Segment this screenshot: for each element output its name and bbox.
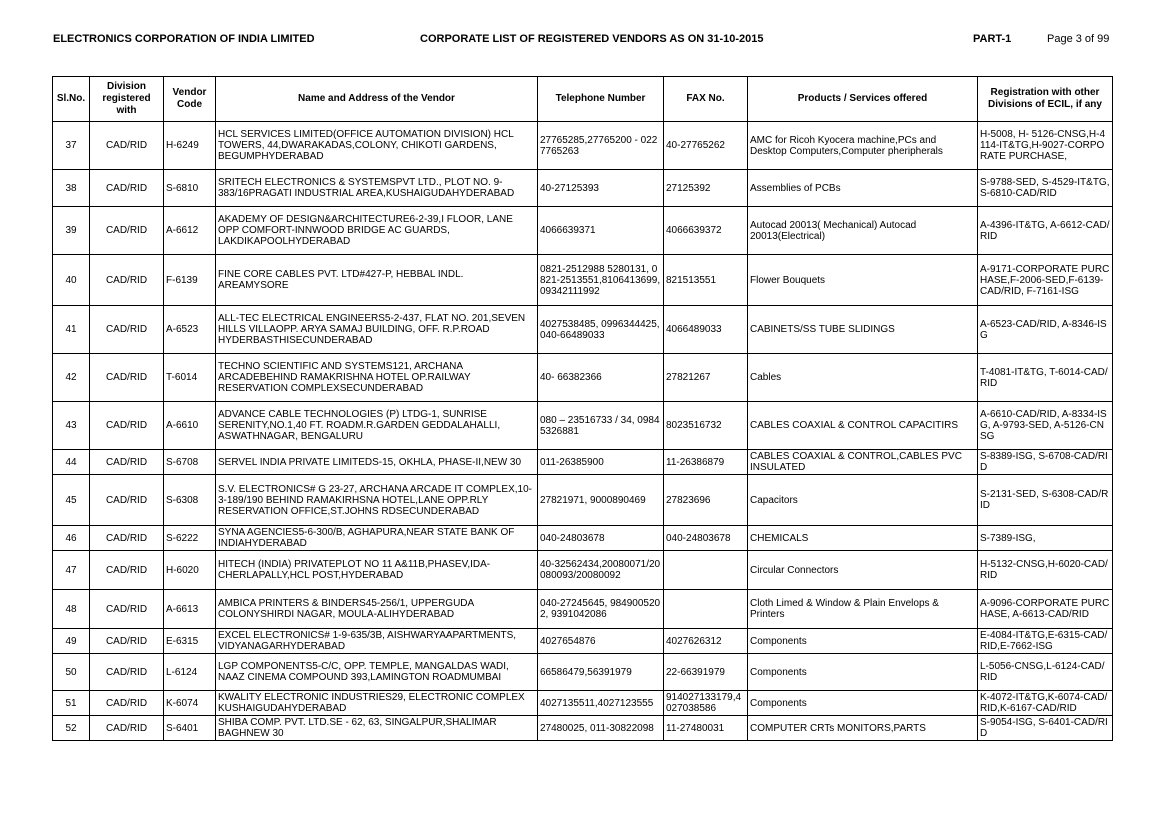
cell-products: CABLES COAXIAL & CONTROL CAPACITIRS (748, 402, 978, 450)
table-row (53, 306, 1113, 354)
cell-fax: 27823696 (664, 475, 748, 526)
table-row (53, 629, 1113, 654)
table-row (53, 122, 1113, 170)
cell-registration: A-9096-CORPORATE PURCHASE, A-6613-CAD/RID (978, 590, 1113, 629)
cell-division: CAD/RID (90, 526, 164, 551)
cell-division: CAD/RID (90, 170, 164, 207)
cell-telephone: 40-32562434,20080071/20080093/20080092 (538, 551, 664, 590)
col-header-telephone: Telephone Number (538, 77, 664, 122)
cell-telephone: 27480025, 011-30822098 (538, 716, 664, 741)
table-row (53, 691, 1113, 716)
col-header-division: Division registered with (90, 77, 164, 122)
cell-vendor-code: H-6020 (164, 551, 216, 590)
cell-vendor-code: L-6124 (164, 654, 216, 691)
cell-telephone: 080 – 23516733 / 34, 09845326881 (538, 402, 664, 450)
cell-vendor-code: A-6612 (164, 207, 216, 255)
cell-vendor-code: K-6074 (164, 691, 216, 716)
cell-telephone: 27821971, 9000890469 (538, 475, 664, 526)
table-row (53, 551, 1113, 590)
cell-registration: S-7389-ISG, (978, 526, 1113, 551)
cell-fax: 27821267 (664, 354, 748, 402)
table-header-row (53, 77, 1113, 122)
cell-telephone: 040-24803678 (538, 526, 664, 551)
table-row (53, 590, 1113, 629)
cell-registration: H-5132-CNSG,H-6020-CAD/RID (978, 551, 1113, 590)
cell-telephone: 011-26385900 (538, 450, 664, 475)
cell-products: CABINETS/SS TUBE SLIDINGS (748, 306, 978, 354)
cell-name-address: ALL-TEC ELECTRICAL ENGINEERS5-2-437, FLAT NO. 201,SEVEN HILLS VILLAOPP. ARYA SAMAJ BUILDING, OFF. R.P.ROAD HYDERBASTHISECUNDERABAD (216, 306, 538, 354)
page-number: Page 3 of 99 (1047, 33, 1110, 45)
cell-products: AMC for Ricoh Kyocera machine,PCs and Desktop Computers,Computer pheripherals (748, 122, 978, 170)
cell-products: Autocad 20013( Mechanical) Autocad 20013(Electrical) (748, 207, 978, 255)
cell-registration: A-4396-IT&TG, A-6612-CAD/RID (978, 207, 1113, 255)
cell-division: CAD/RID (90, 207, 164, 255)
cell-name-address: TECHNO SCIENTIFIC AND SYSTEMS121, ARCHANA ARCADEBEHIND RAMAKRISHNA HOTEL OP.RAILWAY RESERVATION COMPLEXSECUNDERABAD (216, 354, 538, 402)
table-row (53, 402, 1113, 450)
cell-slno: 39 (53, 207, 90, 255)
cell-slno: 51 (53, 691, 90, 716)
cell-vendor-code: A-6613 (164, 590, 216, 629)
cell-division: CAD/RID (90, 629, 164, 654)
cell-registration: S-2131-SED, S-6308-CAD/RID (978, 475, 1113, 526)
table-row (53, 354, 1113, 402)
cell-fax: 22-66391979 (664, 654, 748, 691)
cell-products: Components (748, 654, 978, 691)
cell-registration: A-9171-CORPORATE PURCHASE,F-2006-SED,F-6139-CAD/RID, F-7161-ISG (978, 255, 1113, 306)
cell-fax: 8023516732 (664, 402, 748, 450)
cell-products: COMPUTER CRTs MONITORS,PARTS (748, 716, 978, 741)
cell-division: CAD/RID (90, 450, 164, 475)
cell-division: CAD/RID (90, 402, 164, 450)
cell-slno: 42 (53, 354, 90, 402)
cell-vendor-code: S-6401 (164, 716, 216, 741)
table-row (53, 170, 1113, 207)
cell-products: CHEMICALS (748, 526, 978, 551)
cell-registration: L-5056-CNSG,L-6124-CAD/RID (978, 654, 1113, 691)
cell-division: CAD/RID (90, 354, 164, 402)
cell-slno: 46 (53, 526, 90, 551)
table-row (53, 654, 1113, 691)
cell-name-address: HITECH (INDIA) PRIVATEPLOT NO 11 A&11B,PHASEV,IDA-CHERLAPALLY,HCL POST,HYDERABAD (216, 551, 538, 590)
cell-telephone: 4027538485, 0996344425, 040-66489033 (538, 306, 664, 354)
company-name: ELECTRONICS CORPORATION OF INDIA LIMITED (53, 33, 315, 45)
cell-fax: 11-27480031 (664, 716, 748, 741)
cell-fax: 914027133179,4027038586 (664, 691, 748, 716)
cell-fax: 040-24803678 (664, 526, 748, 551)
cell-registration: S-9054-ISG, S-6401-CAD/RID (978, 716, 1113, 741)
cell-name-address: LGP COMPONENTS5-C/C, OPP. TEMPLE, MANGALDAS WADI, NAAZ CINEMA COMPOUND 393,LAMINGTON ROADMUMBAI (216, 654, 538, 691)
cell-telephone: 40-27125393 (538, 170, 664, 207)
cell-registration: E-4084-IT&TG,E-6315-CAD/RID,E-7662-ISG (978, 629, 1113, 654)
cell-name-address: S.V. ELECTRONICS# G 23-27, ARCHANA ARCADE IT COMPLEX,10-3-189/190 BEHIND RAMAKIRHSNA HOTEL,LANE OPP.RLY RESERVATION OFFICE,ST.JOHNS RDSECUNDERABAD (216, 475, 538, 526)
cell-products: Cloth Limed & Window & Plain Envelops & Printers (748, 590, 978, 629)
cell-products: CABLES COAXIAL & CONTROL,CABLES PVC INSULATED (748, 450, 978, 475)
cell-division: CAD/RID (90, 590, 164, 629)
col-header-slno: Sl.No. (53, 77, 90, 122)
cell-telephone: 40- 66382366 (538, 354, 664, 402)
cell-slno: 50 (53, 654, 90, 691)
cell-telephone: 040-27245645, 9849005202, 9391042086 (538, 590, 664, 629)
cell-vendor-code: T-6014 (164, 354, 216, 402)
cell-slno: 45 (53, 475, 90, 526)
table-row (53, 475, 1113, 526)
cell-telephone: 4066639371 (538, 207, 664, 255)
vendor-table (52, 76, 1113, 741)
cell-division: CAD/RID (90, 716, 164, 741)
cell-vendor-code: S-6308 (164, 475, 216, 526)
cell-vendor-code: S-6222 (164, 526, 216, 551)
cell-vendor-code: H-6249 (164, 122, 216, 170)
table-row (53, 716, 1113, 741)
cell-registration: T-4081-IT&TG, T-6014-CAD/RID (978, 354, 1113, 402)
cell-products: Assemblies of PCBs (748, 170, 978, 207)
cell-vendor-code: A-6610 (164, 402, 216, 450)
cell-vendor-code: A-6523 (164, 306, 216, 354)
cell-name-address: EXCEL ELECTRONICS# 1-9-635/3B, AISHWARYAAPARTMENTS, VIDYANAGARHYDERABAD (216, 629, 538, 654)
col-header-name-address: Name and Address of the Vendor (216, 77, 538, 122)
cell-registration: H-5008, H- 5126-CNSG,H-4114-IT&TG,H-9027-CORPORATE PURCHASE, (978, 122, 1113, 170)
cell-division: CAD/RID (90, 691, 164, 716)
cell-division: CAD/RID (90, 475, 164, 526)
col-header-vendor-code: Vendor Code (164, 77, 216, 122)
cell-slno: 48 (53, 590, 90, 629)
cell-division: CAD/RID (90, 654, 164, 691)
cell-telephone: 0821-2512988 5280131, 0821-2513551,8106413699, 09342111992 (538, 255, 664, 306)
cell-slno: 49 (53, 629, 90, 654)
cell-telephone: 27765285,27765200 - 0227765263 (538, 122, 664, 170)
cell-name-address: SRITECH ELECTRONICS & SYSTEMSPVT LTD., PLOT NO. 9-383/16PRAGATI INDUSTRIAL AREA,KUSHAIGUDAHYDERABAD (216, 170, 538, 207)
cell-products: Cables (748, 354, 978, 402)
cell-vendor-code: S-6810 (164, 170, 216, 207)
cell-registration: K-4072-IT&TG,K-6074-CAD/RID,K-6167-CAD/RID (978, 691, 1113, 716)
cell-registration: A-6523-CAD/RID, A-8346-ISG (978, 306, 1113, 354)
cell-fax: 821513551 (664, 255, 748, 306)
cell-slno: 44 (53, 450, 90, 475)
col-header-fax: FAX No. (664, 77, 748, 122)
cell-slno: 38 (53, 170, 90, 207)
cell-telephone: 4027654876 (538, 629, 664, 654)
table-row (53, 255, 1113, 306)
cell-telephone: 66586479,56391979 (538, 654, 664, 691)
cell-products: Circular Connectors (748, 551, 978, 590)
cell-fax: 27125392 (664, 170, 748, 207)
cell-registration: A-6610-CAD/RID, A-8334-ISG, A-9793-SED, A-5126-CNSG (978, 402, 1113, 450)
cell-name-address: SHIBA COMP. PVT. LTD.SE - 62, 63, SINGALPUR,SHALIMAR BAGHNEW 30 (216, 716, 538, 741)
cell-fax: 4027626312 (664, 629, 748, 654)
cell-telephone: 4027135511,4027123555 (538, 691, 664, 716)
table-row (53, 207, 1113, 255)
cell-division: CAD/RID (90, 306, 164, 354)
cell-slno: 37 (53, 122, 90, 170)
col-header-registration: Registration with other Divisions of ECIL, if any (978, 77, 1113, 122)
cell-name-address: AKADEMY OF DESIGN&ARCHITECTURE6-2-39,I FLOOR, LANE OPP COMFORT-INNWOOD BRIDGE AC GUARDS, LAKDIKAPOOLHYDERABAD (216, 207, 538, 255)
cell-division: CAD/RID (90, 255, 164, 306)
cell-fax: 40-27765262 (664, 122, 748, 170)
cell-vendor-code: F-6139 (164, 255, 216, 306)
cell-registration: S-9788-SED, S-4529-IT&TG, S-6810-CAD/RID (978, 170, 1113, 207)
cell-fax: 11-26386879 (664, 450, 748, 475)
cell-name-address: HCL SERVICES LIMITED(OFFICE AUTOMATION DIVISION) HCL TOWERS, 44,DWARAKADAS,COLONY, CHIKOTI GARDENS, BEGUMPHYDERABAD (216, 122, 538, 170)
cell-products: Components (748, 691, 978, 716)
cell-registration: S-8389-ISG, S-6708-CAD/RID (978, 450, 1113, 475)
cell-division: CAD/RID (90, 551, 164, 590)
col-header-products: Products / Services offered (748, 77, 978, 122)
cell-products: Flower Bouquets (748, 255, 978, 306)
cell-slno: 40 (53, 255, 90, 306)
cell-fax: 4066639372 (664, 207, 748, 255)
cell-vendor-code: E-6315 (164, 629, 216, 654)
table-row (53, 526, 1113, 551)
cell-fax (664, 551, 748, 590)
cell-name-address: AMBICA PRINTERS & BINDERS45-256/1, UPPERGUDA COLONYSHIRDI NAGAR, MOULA-ALIHYDERABAD (216, 590, 538, 629)
cell-fax: 4066489033 (664, 306, 748, 354)
part-label: PART-1 (973, 33, 1012, 45)
cell-name-address: SERVEL INDIA PRIVATE LIMITEDS-15, OKHLA, PHASE-II,NEW 30 (216, 450, 538, 475)
cell-name-address: SYNA AGENCIES5-6-300/B, AGHAPURA,NEAR STATE BANK OF INDIAHYDERABAD (216, 526, 538, 551)
cell-fax (664, 590, 748, 629)
cell-products: Components (748, 629, 978, 654)
cell-name-address: ADVANCE CABLE TECHNOLOGIES (P) LTDG-1, SUNRISE SERENITY,NO.1,40 FT. ROADM.R.GARDEN GEDDALAHALLI, ASWATHNAGAR, BENGALURU (216, 402, 538, 450)
cell-vendor-code: S-6708 (164, 450, 216, 475)
cell-name-address: KWALITY ELECTRONIC INDUSTRIES29, ELECTRONIC COMPLEX KUSHAIGUDAHYDERABAD (216, 691, 538, 716)
cell-slno: 41 (53, 306, 90, 354)
table-row (53, 450, 1113, 475)
cell-slno: 43 (53, 402, 90, 450)
cell-name-address: FINE CORE CABLES PVT. LTD#427-P, HEBBAL INDL. AREAMYSORE (216, 255, 538, 306)
cell-division: CAD/RID (90, 122, 164, 170)
cell-slno: 52 (53, 716, 90, 741)
document-title: CORPORATE LIST OF REGISTERED VENDORS AS ON 31-10-2015 (420, 33, 764, 45)
cell-products: Capacitors (748, 475, 978, 526)
cell-slno: 47 (53, 551, 90, 590)
